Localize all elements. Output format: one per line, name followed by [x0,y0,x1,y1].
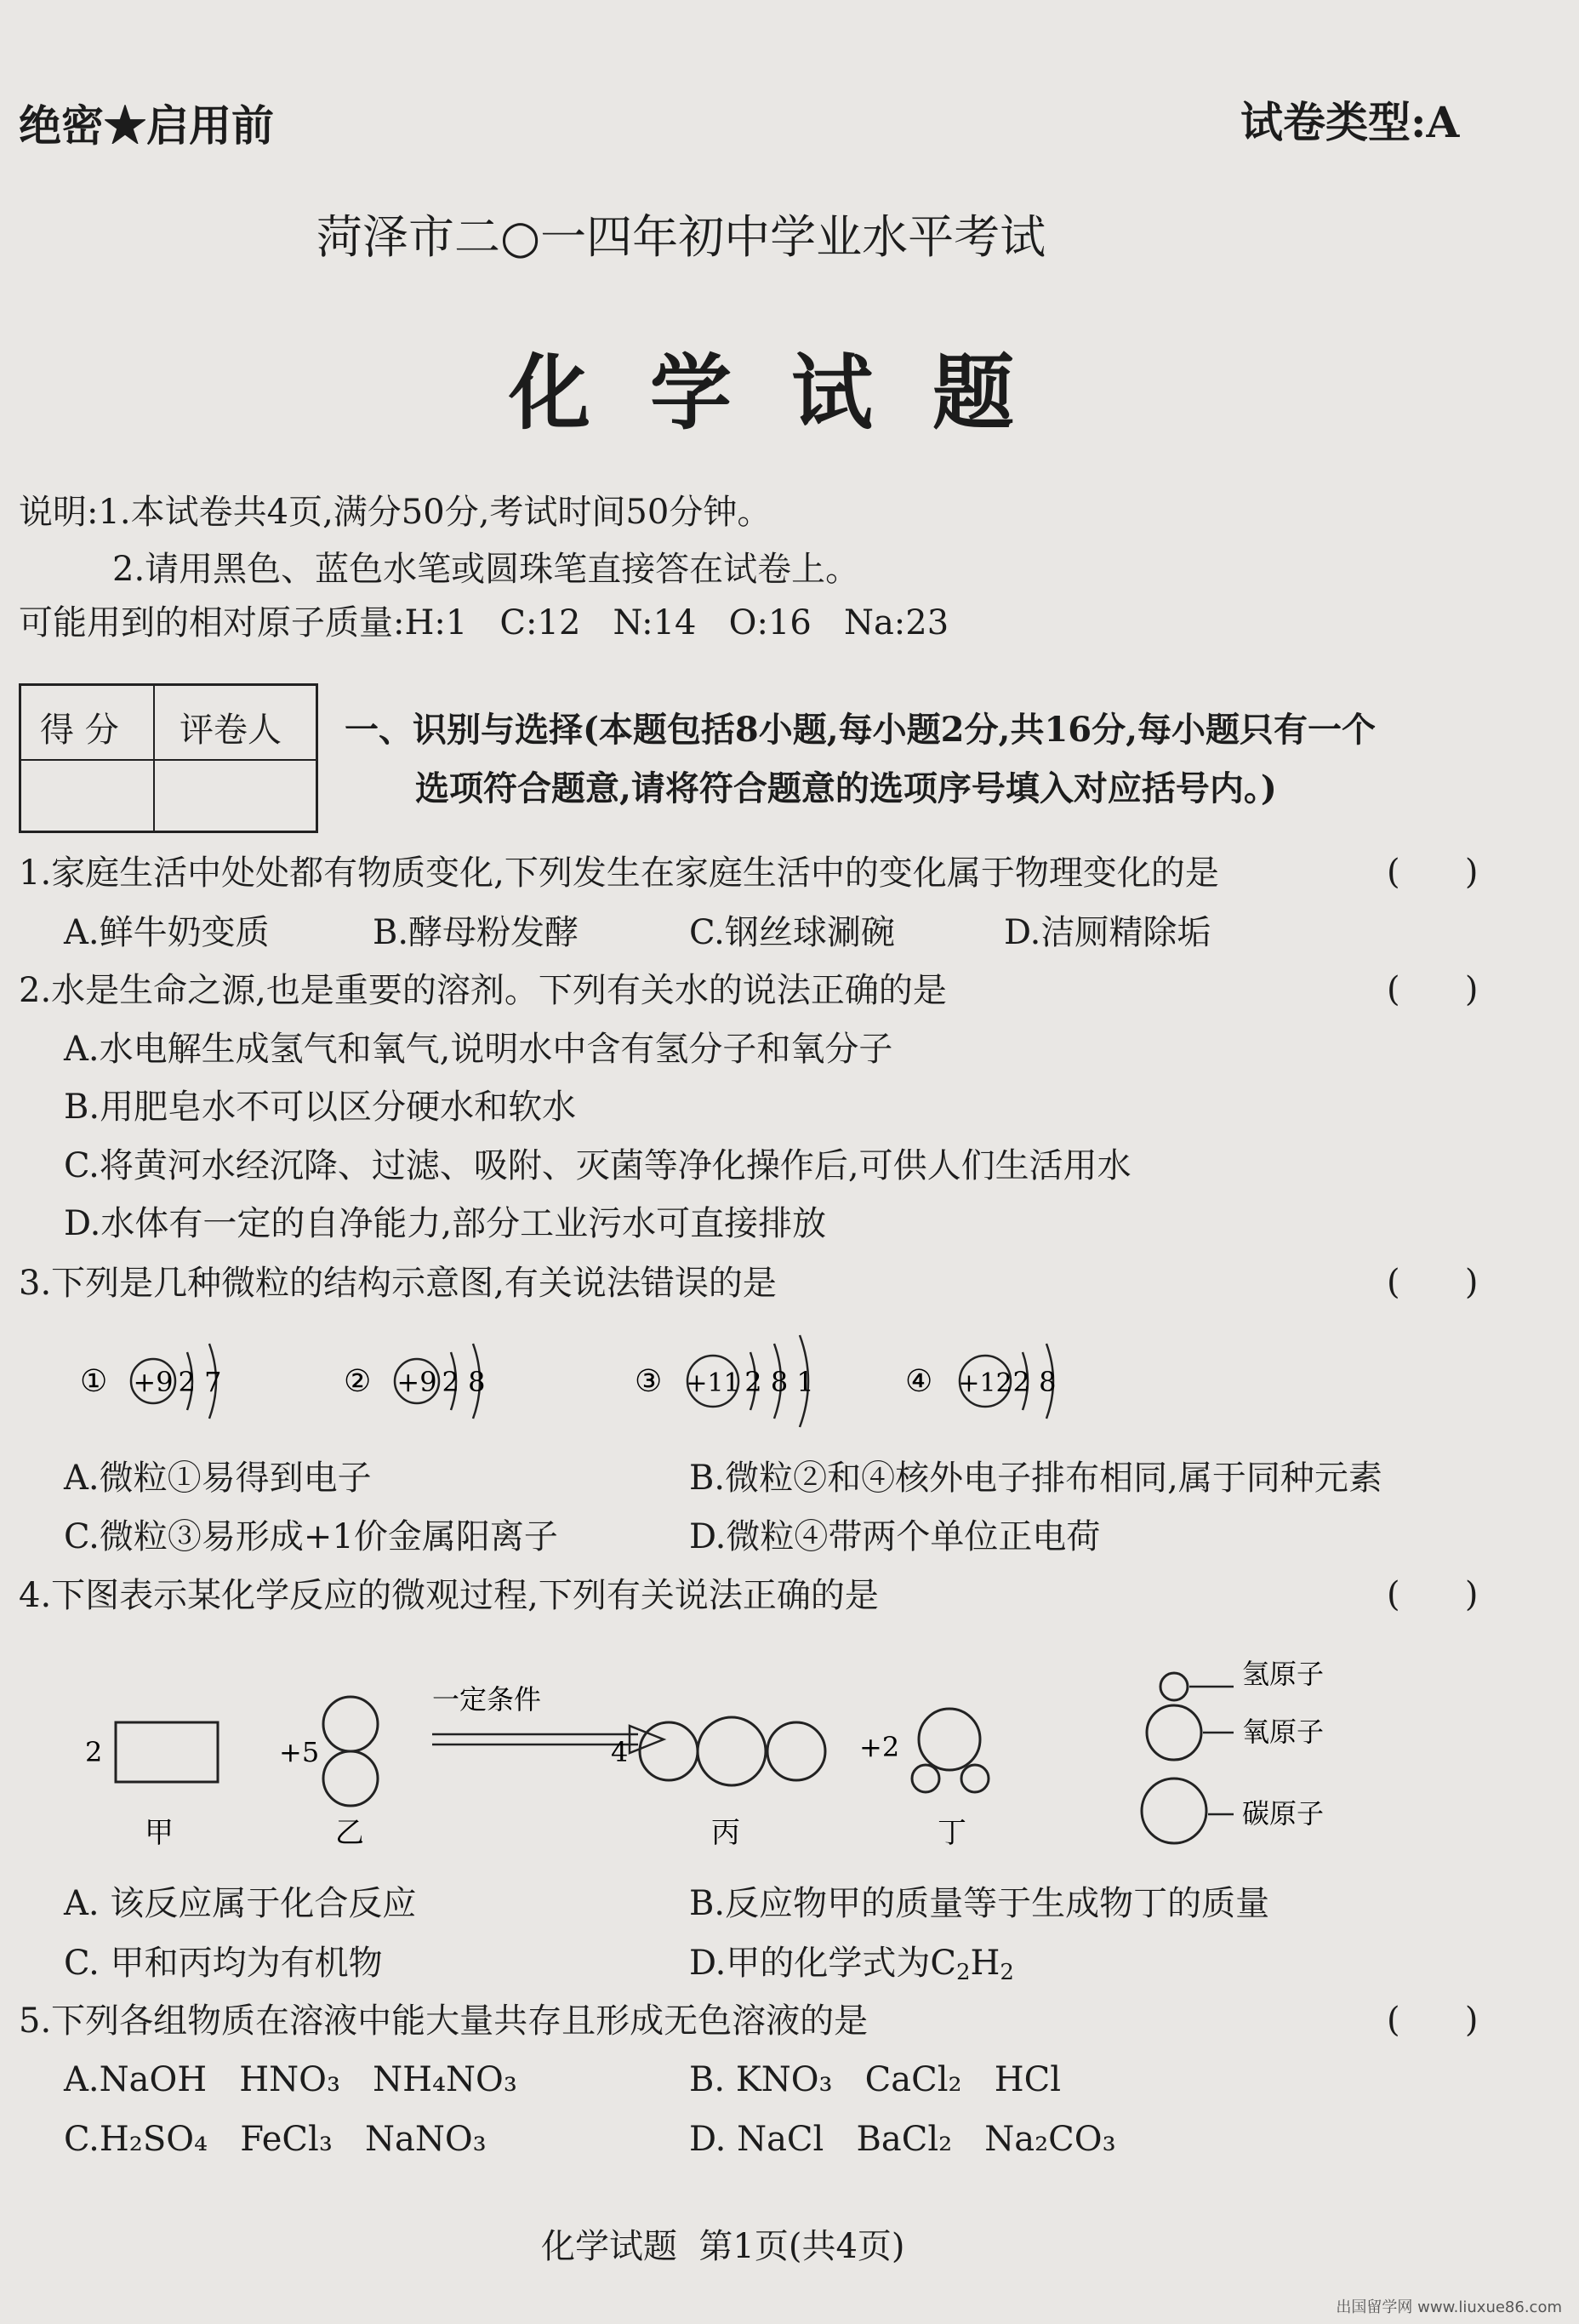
site-watermark: 出国留学网 www.liuxue86.com [1336,2298,1562,2316]
note-line-1: 说明:1.本试卷共4页,满分50分,考试时间50分钟。 [19,493,772,532]
q5-option-b: B. KNO₃ CaCl₂ HCl [689,2060,1061,2099]
q3-option-d: D.微粒④带两个单位正电荷 [689,1517,1101,1556]
atomic-mass-line: 可能用到的相对原子质量:H:1 C:12 N:14 O:16 Na:23 [19,603,949,642]
q4-option-d-prefix: D.甲的化学式为C [689,1944,956,1983]
q3-option-c: C.微粒③易形成+1价金属阳离子 [64,1517,558,1556]
particle-2-nucleus: +9 [396,1366,437,1398]
q1-option-b: B.酵母粉发酵 [373,913,579,952]
note-line-2: 2.请用黑色、蓝色水笔或圆珠笔直接答在试卷上。 [112,550,860,589]
q2-option-d: D.水体有一定的自净能力,部分工业污水可直接排放 [64,1204,827,1243]
reaction-micro-diagram [68,1634,1497,1855]
reactant-jia [85,1722,218,1850]
q3-stem: 3.下列是几种微粒的结构示意图,有关说法错误的是 [19,1264,777,1303]
bing-coefficient: 4 [611,1736,629,1768]
q5-option-a: A.NaOH HNO₃ NH₄NO₃ [64,2060,517,2099]
legend-carbon: 碳原子 [1242,1797,1325,1830]
q4-option-c: C. 甲和丙均为有机物 [64,1944,383,1983]
grader-header: 评卷人 [180,711,282,750]
q4-answer-paren: ( ) [1387,1575,1479,1614]
q4-option-b: B.反应物甲的质量等于生成物丁的质量 [689,1884,1270,1923]
ding-label: 丁 [938,1816,966,1850]
score-table [19,683,318,833]
particle-3-label: ③ [635,1364,663,1399]
reactant-yi [279,1697,378,1850]
particle-structure-diagrams [68,1323,1106,1434]
q3-option-b: B.微粒②和④核外电子排布相同,属于同种元素 [689,1459,1382,1498]
particle-1 [80,1344,221,1419]
q4-option-a: A. 该反应属于化合反应 [64,1884,417,1923]
q3-answer-paren: ( ) [1387,1263,1479,1302]
particle-4-nucleus: +12 [958,1368,1012,1398]
subject-title: 化学试题 [509,345,1074,441]
q1-option-a: A.鲜牛奶变质 [64,913,270,952]
reaction-arrow [432,1683,664,1753]
q2-stem: 2.水是生命之源,也是重要的溶剂。下列有关水的说法正确的是 [19,971,947,1010]
page-footer: 化学试题 第1页(共4页) [541,2227,905,2266]
exam-name: 菏泽市二○一四年初中学业水平考试 [316,210,1046,264]
score-header: 得 分 [40,711,119,750]
q3-option-a: A.微粒①易得到电子 [64,1459,372,1498]
particle-2 [344,1344,485,1419]
q1-answer-paren: ( ) [1387,853,1479,892]
q5-option-c: C.H₂SO₄ FeCl₃ NaNO₃ [64,2120,487,2159]
q5-answer-paren: ( ) [1387,2001,1479,2040]
q2-answer-paren: ( ) [1387,970,1479,1009]
legend-oxygen: 氧原子 [1242,1716,1325,1748]
yi-label: 乙 [335,1816,364,1850]
atom-legend [1142,1658,1324,1843]
q4-option-d-mid: H [970,1944,1000,1983]
particle-3 [635,1335,814,1427]
q4-option-d [689,1943,1014,1993]
particle-2-shells: 2 8 [442,1366,486,1398]
yi-coefficient: +5 [279,1736,320,1768]
q1-option-d: D.洁厕精除垢 [1004,913,1211,952]
q4-stem: 4.下图表示某化学反应的微观过程,下列有关说法正确的是 [19,1576,879,1615]
particle-2-label: ② [344,1364,372,1399]
product-bing [611,1717,825,1850]
paper-type-label: 试卷类型:A [1240,97,1460,147]
particle-4-label: ④ [905,1364,933,1399]
particle-3-nucleus: +11 [686,1368,740,1398]
q1-stem: 1.家庭生活中处处都有物质变化,下列发生在家庭生活中的变化属于物理变化的是 [19,854,1219,893]
q4-option-d-sub2: 2 [1000,1960,1014,1985]
q1-option-c: C.钢丝球涮碗 [689,913,895,952]
q4-option-d-sub1: 2 [955,1960,971,1985]
particle-3-shells: 2 8 1 [744,1366,814,1398]
legend-hydrogen: 氢原子 [1242,1658,1325,1690]
secret-label: 绝密★启用前 [19,100,274,151]
particle-4 [905,1344,1056,1419]
reaction-condition: 一定条件 [432,1683,542,1716]
particle-1-nucleus: +9 [133,1366,174,1398]
bing-label: 丙 [711,1816,740,1850]
jia-label: 甲 [145,1816,174,1850]
q5-option-d: D. NaCl BaCl₂ Na₂CO₃ [689,2120,1116,2159]
jia-coefficient: 2 [85,1736,103,1768]
particle-4-shells: 2 8 [1012,1366,1057,1398]
q5-stem: 5.下列各组物质在溶液中能大量共存且形成无色溶液的是 [19,2001,869,2041]
particle-1-shells: 2 7 [178,1366,222,1398]
q2-option-b: B.用肥皂水不可以区分硬水和软水 [64,1088,577,1127]
ding-coefficient: +2 [859,1731,900,1763]
q2-option-a: A.水电解生成氢气和氧气,说明水中含有氢分子和氧分子 [64,1030,893,1069]
section-heading-line-2: 选项符合题意,请将符合题意的选项序号填入对应括号内。) [415,768,1277,808]
section-heading-line-1: 一、识别与选择(本题包括8小题,每小题2分,共16分,每小题只有一个 [345,710,1377,750]
q2-option-c: C.将黄河水经沉降、过滤、吸附、灭菌等净化操作后,可供人们生活用水 [64,1146,1132,1185]
product-ding [859,1709,989,1850]
particle-1-label: ① [80,1364,108,1399]
